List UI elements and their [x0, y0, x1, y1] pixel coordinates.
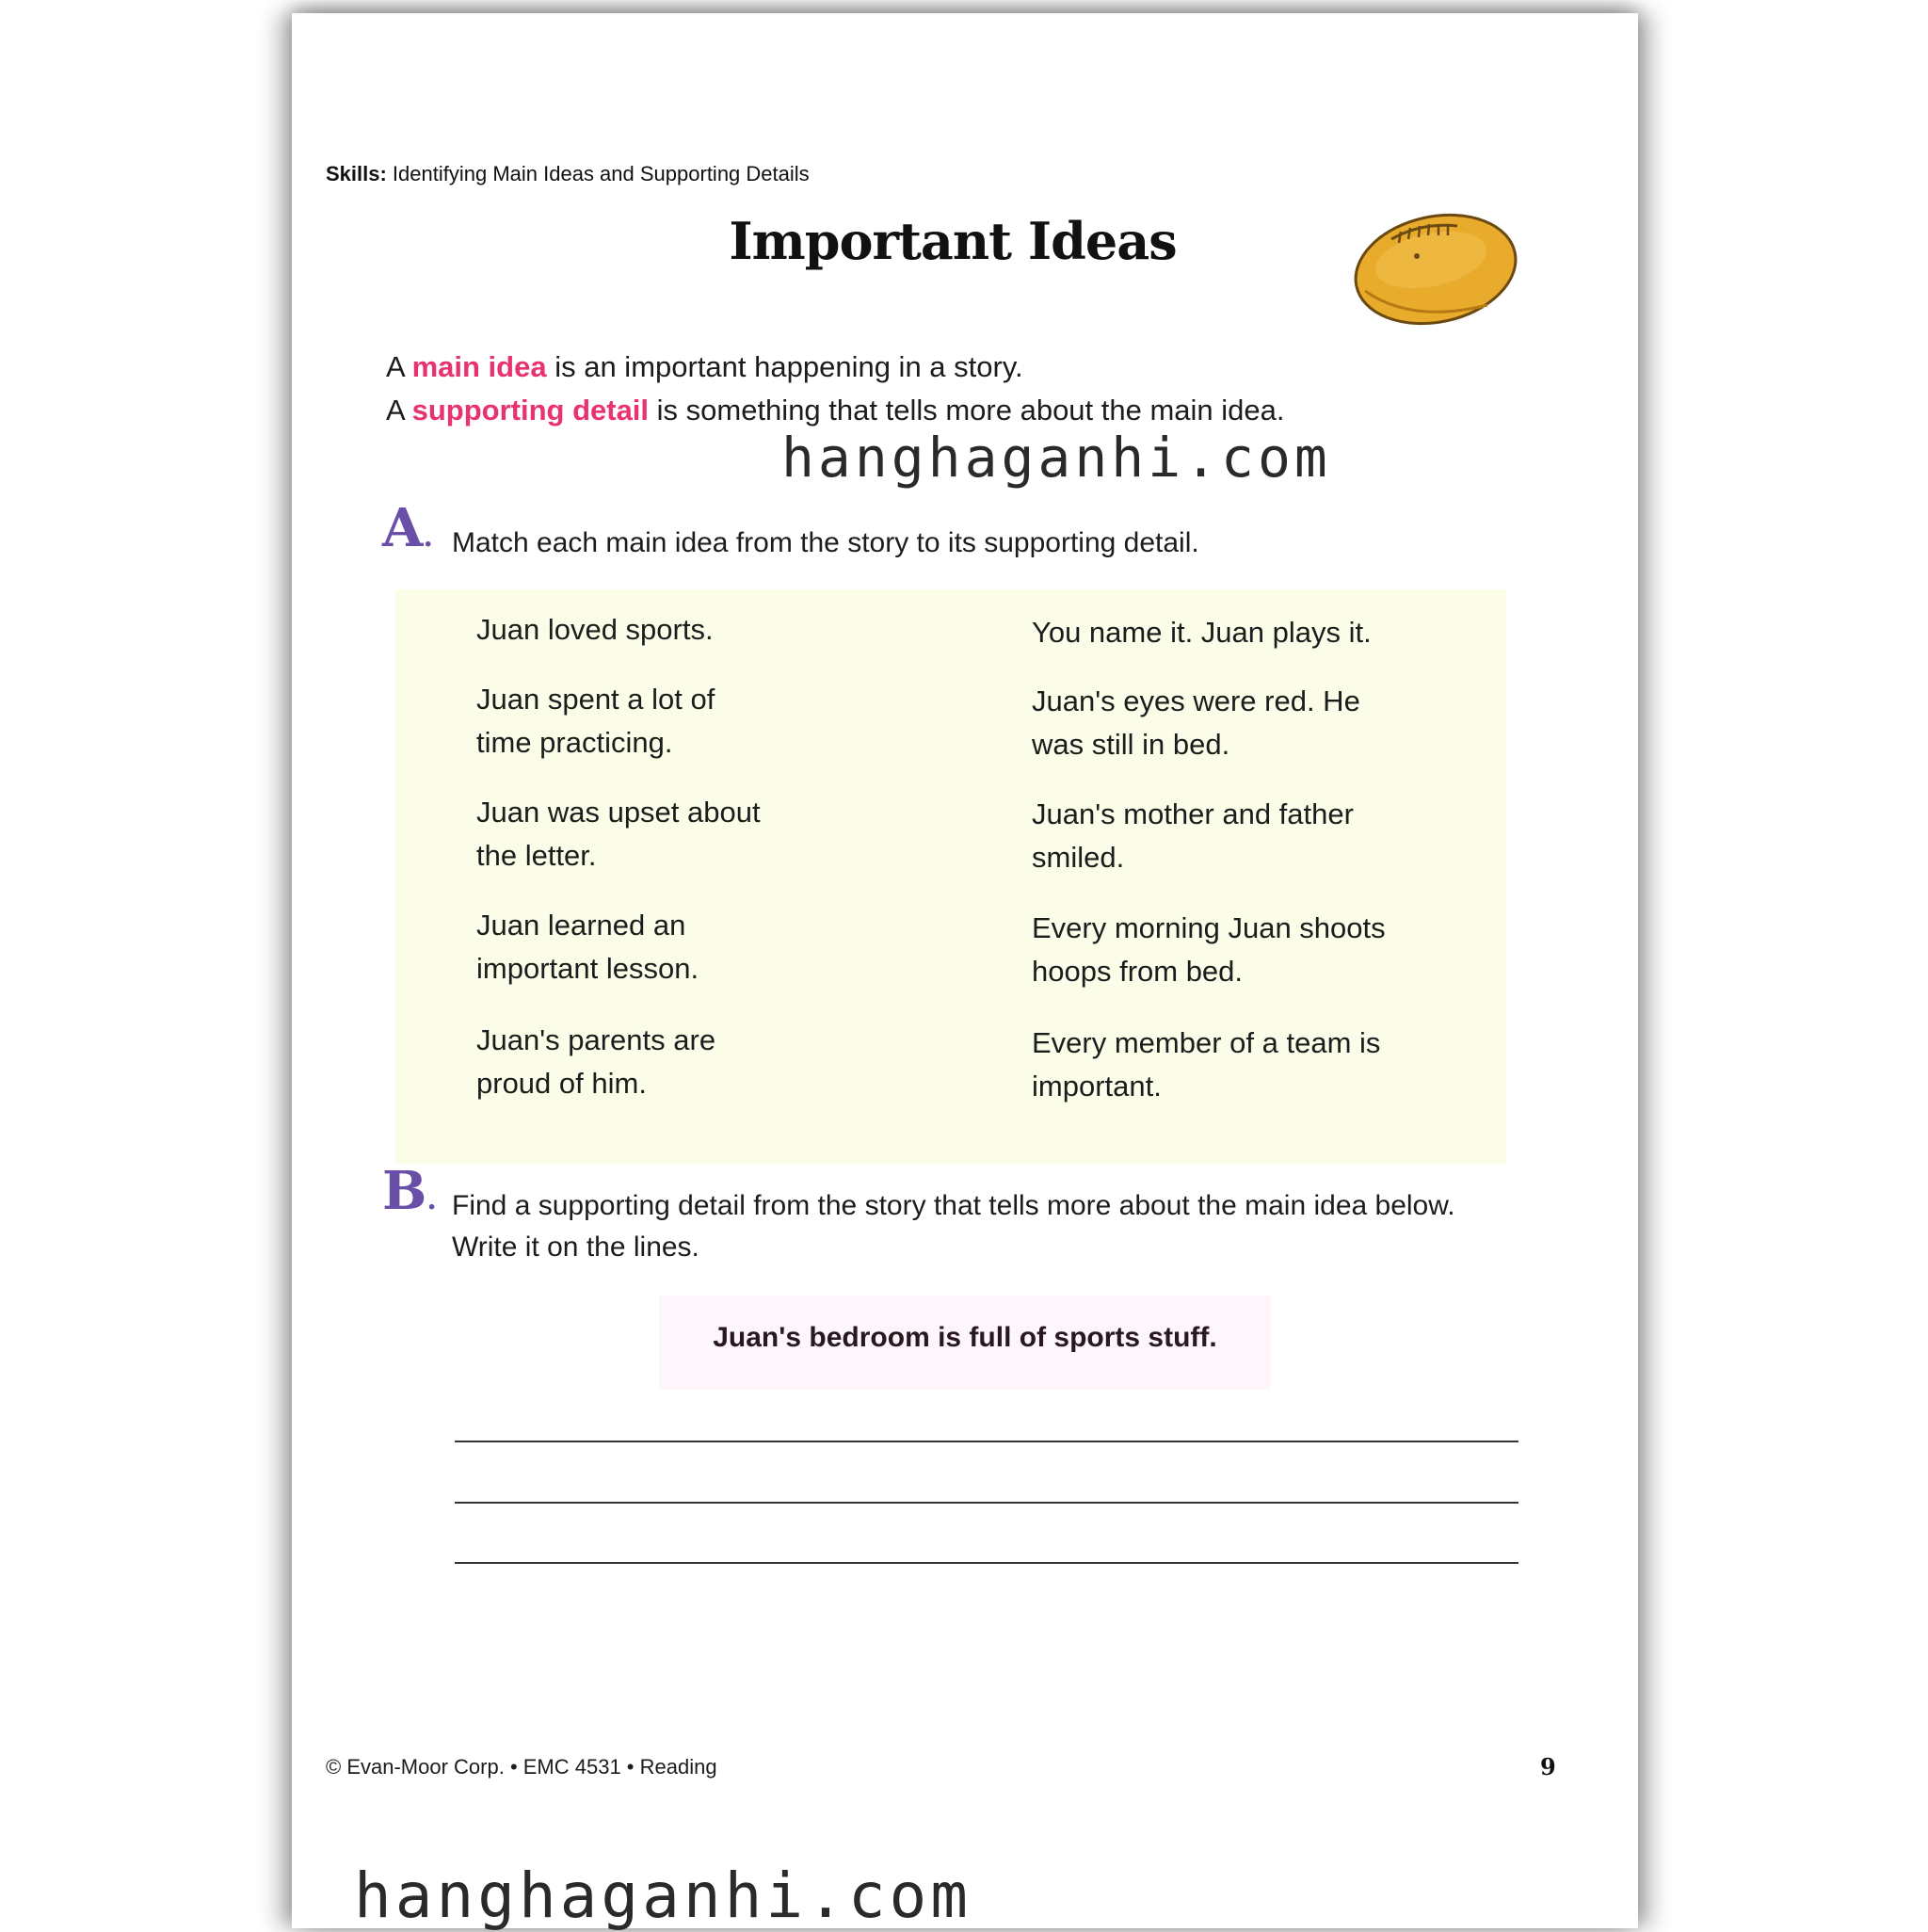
section-letter: B [382, 1160, 427, 1222]
detail-item[interactable] [1032, 907, 1484, 993]
detail-line: was still in bed. [1032, 728, 1230, 761]
definition-prefix: A [386, 350, 412, 383]
skills-line [326, 162, 810, 186]
detail-item[interactable] [1032, 611, 1484, 654]
main-idea-item[interactable] [476, 904, 891, 990]
definition-text: is something that tells more about the main idea. [649, 394, 1285, 427]
watermark-top: hanghaganhi.com [781, 426, 1331, 490]
worksheet-page [292, 13, 1638, 1928]
section-letter-dot: . [423, 521, 433, 554]
answer-line[interactable] [455, 1562, 1518, 1564]
detail-item[interactable] [1032, 680, 1484, 766]
main-idea-item[interactable] [476, 608, 891, 652]
definition-supporting-detail [386, 394, 1285, 427]
detail-item[interactable] [1032, 1022, 1484, 1108]
answer-line[interactable] [455, 1441, 1518, 1442]
main-idea-item[interactable] [476, 678, 891, 765]
section-b-instruction: Find a supporting detail from the story that tells more about the main idea below. Write it on the lines. [452, 1190, 1455, 1263]
detail-line: Every morning Juan shoots [1032, 911, 1386, 944]
detail-line: hoops from bed. [1032, 955, 1244, 988]
main-idea-line: Juan was upset about [476, 796, 761, 829]
main-idea-line: time practicing. [476, 726, 673, 759]
main-idea-line: Juan loved sports. [476, 613, 714, 646]
main-idea-line: Juan learned an [476, 909, 686, 942]
detail-line: Juan's eyes were red. He [1032, 684, 1360, 717]
section-a-instruction: Match each main idea from the story to its supporting detail. [452, 527, 1199, 558]
definition-main-idea [386, 350, 1023, 384]
main-idea-item[interactable] [476, 1019, 891, 1105]
section-letter-dot: . [426, 1183, 437, 1216]
section-b-main-idea: Juan's bedroom is full of sports stuff. [713, 1322, 1217, 1353]
watermark-bottom: hanghaganhi.com [354, 1860, 972, 1932]
main-idea-line: the letter. [476, 839, 597, 872]
detail-line: important. [1032, 1070, 1162, 1103]
term-supporting-detail: supporting detail [411, 394, 650, 427]
section-letter: A [382, 497, 424, 559]
football-icon [1346, 201, 1525, 333]
skills-text: Identifying Main Ideas and Supporting Details [386, 162, 810, 185]
main-idea-line: Juan's parents are [476, 1023, 716, 1056]
definition-prefix: A [386, 394, 412, 427]
detail-item[interactable] [1032, 793, 1484, 879]
term-main-idea: main idea [411, 350, 547, 383]
detail-line: smiled. [1032, 841, 1125, 874]
page-number: 9 [1540, 1753, 1556, 1780]
main-idea-line: proud of him. [476, 1067, 647, 1100]
skills-label: Skills: [326, 162, 387, 185]
footer-copyright: © Evan-Moor Corp. • EMC 4531 • Reading [326, 1755, 717, 1779]
main-idea-item[interactable] [476, 791, 891, 877]
main-idea-line: Juan spent a lot of [476, 683, 715, 716]
definition-text: is an important happening in a story. [546, 350, 1023, 383]
main-idea-line: important lesson. [476, 952, 699, 985]
section-a-letter [382, 497, 433, 559]
detail-line: Every member of a team is [1032, 1026, 1381, 1059]
page-title: Important Ideas [729, 211, 1177, 271]
detail-line: You name it. Juan plays it. [1032, 616, 1372, 649]
detail-line: Juan's mother and father [1032, 797, 1354, 830]
answer-line[interactable] [455, 1502, 1518, 1504]
section-b-letter [382, 1160, 437, 1222]
